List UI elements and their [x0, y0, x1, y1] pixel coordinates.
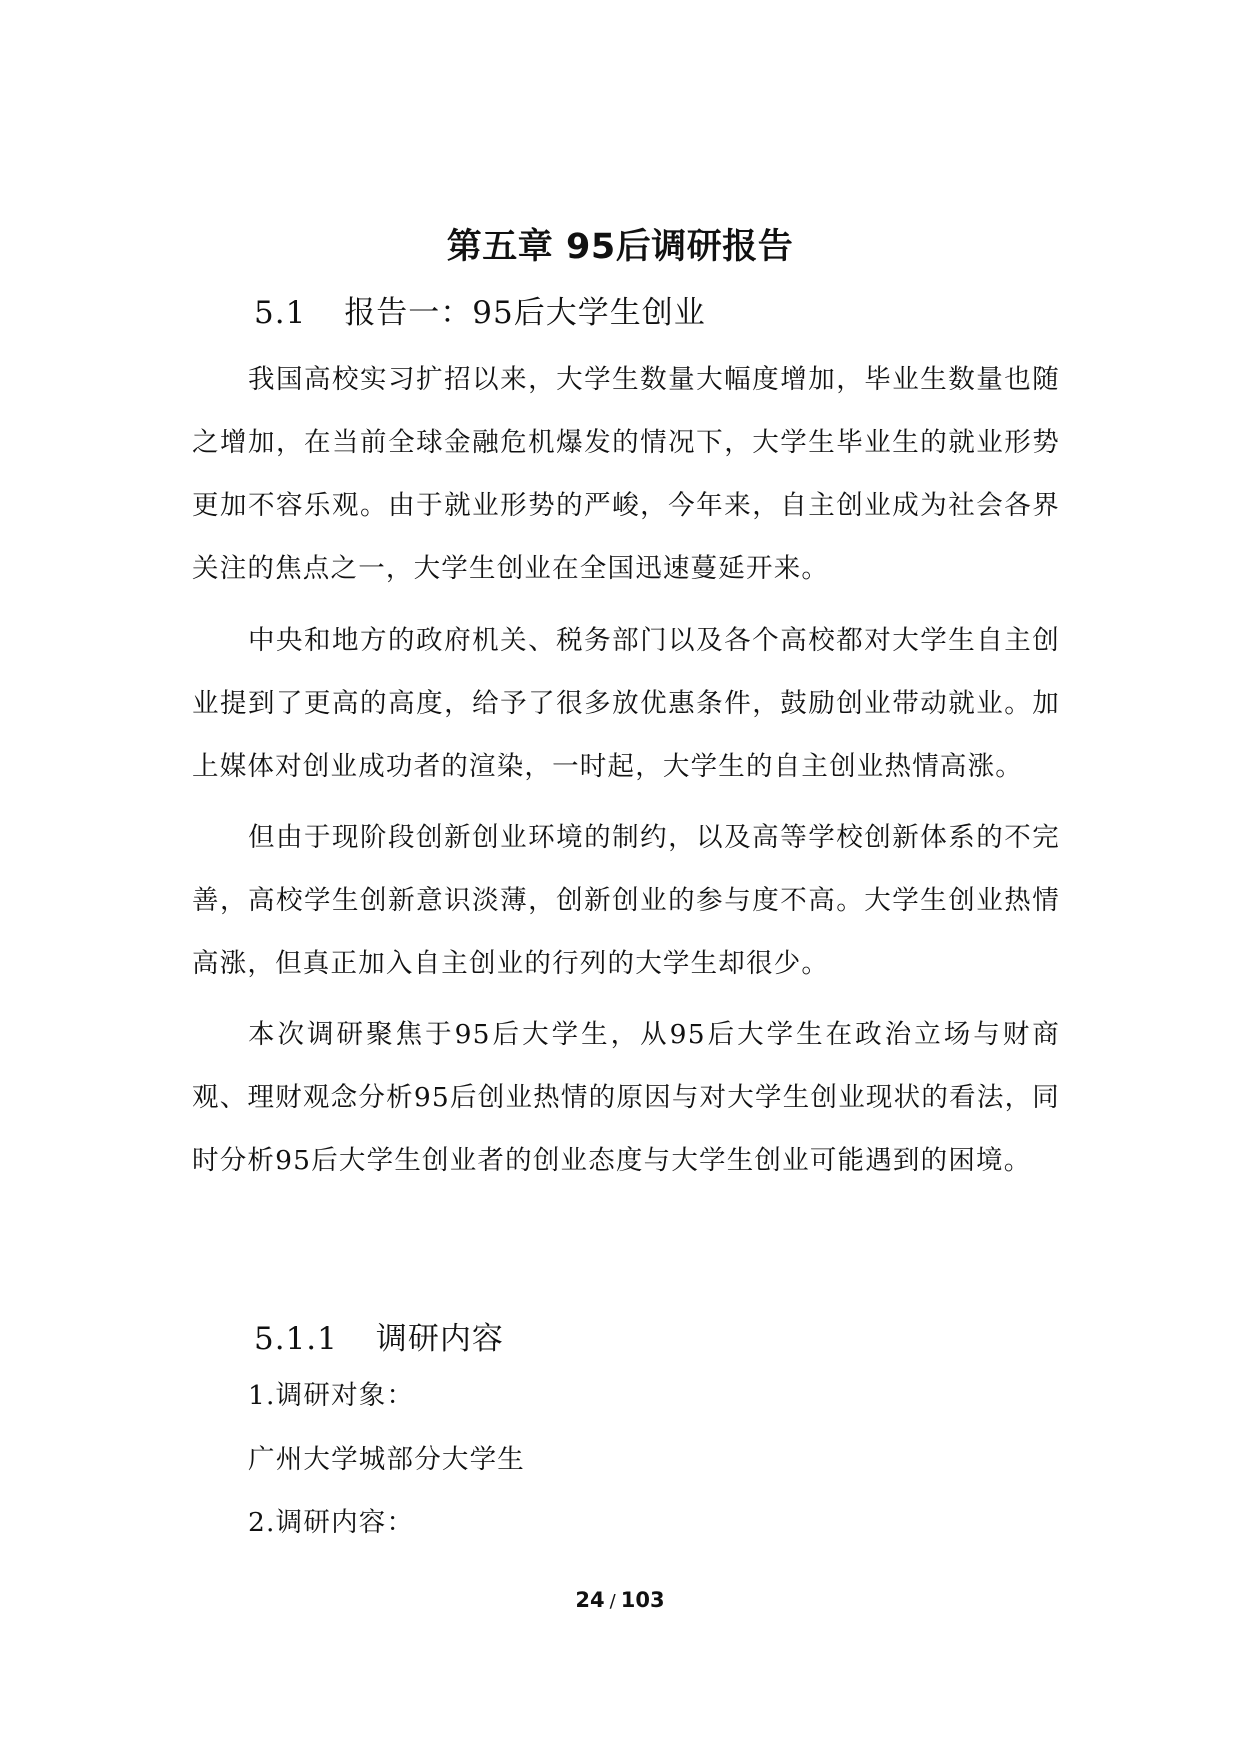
- current-page: 24: [575, 1588, 605, 1612]
- subsection-title: 调研内容: [375, 1321, 504, 1357]
- paragraph-4: 本次调研聚焦于95后大学生，从95后大学生在政治立场与财商观、理财观念分析95后创业热情的原因与对大学生创业现状的看法，同时分析95后大学生创业者的创业态度与大学生创业可能遇到的困境。: [192, 1019, 1060, 1176]
- page-separator: /: [609, 1591, 616, 1612]
- paragraph-1: 我国高校实习扩招以来，大学生数量大幅度增加，毕业生数量也随之增加，在当前全球金融危机爆发的情况下，大学生毕业生的就业形势更加不容乐观。由于就业形势的严峻，今年来，自主创业成为社会各界关注的焦点之一，大学生创业在全国迅速蔓延开来。: [192, 364, 1060, 584]
- section-number: 5.1: [254, 295, 307, 331]
- item-survey-target: 广州大学城部分大学生: [248, 1444, 525, 1475]
- section-title: 报告一：95后大学生创业: [344, 295, 706, 331]
- chapter-title: 第五章 95后调研报告: [446, 227, 794, 267]
- subsection-number: 5.1.1: [254, 1321, 338, 1357]
- item-survey-content-label: 2.调研内容：: [248, 1507, 415, 1538]
- total-pages: 103: [620, 1588, 665, 1612]
- page-number: [0, 1585, 1240, 1617]
- item-survey-target-label: 1.调研对象：: [248, 1380, 415, 1411]
- paragraph-3: 但由于现阶段创新创业环境的制约，以及高等学校创新体系的不完善，高校学生创新意识淡薄，创新创业的参与度不高。大学生创业热情高涨，但真正加入自主创业的行列的大学生却很少。: [192, 822, 1060, 979]
- section-heading-5-1-1: [254, 1316, 504, 1362]
- paragraph-2: 中央和地方的政府机关、税务部门以及各个高校都对大学生自主创业提到了更高的高度，给予了很多放优惠条件，鼓励创业带动就业。加上媒体对创业成功者的渲染，一时起，大学生的自主创业热情高涨。: [192, 625, 1060, 782]
- section-heading-5-1: [254, 290, 706, 336]
